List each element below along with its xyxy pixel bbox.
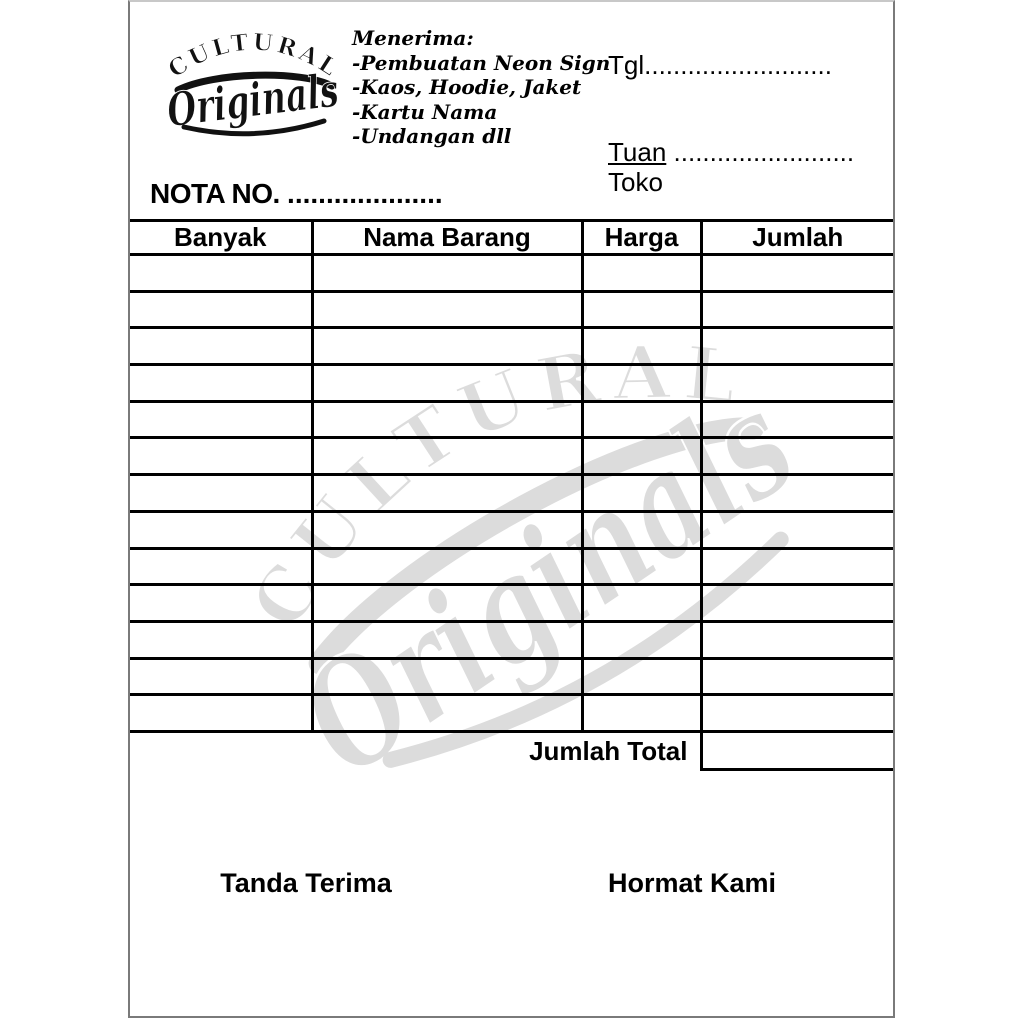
table-cell-empty	[701, 511, 893, 548]
table-cell-empty	[701, 695, 893, 732]
col-header-banyak: Banyak	[130, 221, 312, 255]
table-row	[130, 328, 893, 365]
table-cell-empty	[701, 585, 893, 622]
table-cell-empty	[582, 511, 701, 548]
table-header-row	[130, 221, 893, 255]
table-cell-empty	[582, 291, 701, 328]
table-cell-empty	[582, 475, 701, 512]
customer-field	[608, 137, 854, 197]
table-cell-empty	[312, 695, 582, 732]
signature-left: Tanda Terima	[220, 868, 392, 898]
table-cell-empty	[701, 438, 893, 475]
table-cell-empty	[312, 255, 582, 292]
table-cell-empty	[130, 255, 312, 292]
table-cell-empty	[701, 401, 893, 438]
table-cell-empty	[312, 621, 582, 658]
tuan-dotted-line: .........................	[673, 137, 855, 167]
table-cell-empty	[312, 548, 582, 585]
services-list	[352, 26, 610, 149]
table-cell-empty	[582, 621, 701, 658]
toko-label: Toko	[608, 167, 663, 197]
total-label: Jumlah Total	[529, 735, 688, 766]
table-row	[130, 438, 893, 475]
service-item: -Pembuatan Neon Sign	[352, 50, 611, 75]
table-cell-empty	[701, 255, 893, 292]
table-row	[130, 511, 893, 548]
table-cell-empty	[312, 438, 582, 475]
date-dotted-line: ..........................	[644, 50, 832, 80]
table-cell-empty	[582, 255, 701, 292]
table-cell-empty	[701, 291, 893, 328]
nota-number-dotted-line: ....................	[287, 178, 443, 209]
nota-number-label: NOTA NO.	[150, 178, 280, 209]
date-field	[608, 50, 832, 81]
service-item: -Kartu Nama	[352, 99, 498, 124]
col-header-jumlah: Jumlah	[701, 221, 893, 255]
table-cell-empty	[582, 695, 701, 732]
table-cell-empty	[701, 365, 893, 402]
table-cell-empty	[130, 585, 312, 622]
table-cell-empty	[130, 401, 312, 438]
table-cell-empty	[130, 438, 312, 475]
table-cell-empty	[701, 475, 893, 512]
items-table	[130, 219, 893, 771]
signature-right: Hormat Kami	[607, 868, 777, 898]
table-row	[130, 401, 893, 438]
table-cell-empty	[130, 511, 312, 548]
service-item: -Kaos, Hoodie, Jaket	[352, 75, 582, 99]
table-row	[130, 291, 893, 328]
table-cell-empty	[130, 328, 312, 365]
brand-logo	[154, 10, 354, 142]
table-cell-empty	[130, 291, 312, 328]
table-cell-empty	[130, 621, 312, 658]
table-cell-empty	[312, 365, 582, 402]
date-label: Tgl	[608, 50, 645, 80]
total-row	[130, 731, 893, 769]
service-item: -Undangan dll	[352, 124, 512, 148]
nota-sheet	[128, 0, 895, 1018]
table-cell-empty	[582, 365, 701, 402]
table-row	[130, 365, 893, 402]
table-row	[130, 621, 893, 658]
table-cell-empty	[701, 548, 893, 585]
table-cell-empty	[312, 475, 582, 512]
table-row	[130, 255, 893, 292]
table-cell-empty	[312, 328, 582, 365]
table-cell-empty	[312, 291, 582, 328]
table-row	[130, 658, 893, 695]
table-row	[130, 585, 893, 622]
table-row	[130, 548, 893, 585]
table-cell-empty	[582, 438, 701, 475]
table-cell-empty	[312, 401, 582, 438]
total-amount-cell	[701, 731, 893, 769]
table-cell-empty	[130, 365, 312, 402]
tuan-label: Tuan	[608, 137, 667, 167]
nota-number-field	[150, 178, 443, 210]
table-cell-empty	[130, 548, 312, 585]
table-cell-empty	[582, 548, 701, 585]
table-cell-empty	[312, 585, 582, 622]
table-cell-empty	[312, 658, 582, 695]
table-cell-empty	[701, 658, 893, 695]
table-cell-empty	[312, 511, 582, 548]
services-title: Menerima:	[352, 26, 474, 50]
table-cell-empty	[582, 328, 701, 365]
table-cell-empty	[701, 621, 893, 658]
table-row	[130, 475, 893, 512]
table-row	[130, 695, 893, 732]
table-cell-empty	[130, 475, 312, 512]
col-header-nama-barang: Nama Barang	[312, 221, 582, 255]
table-cell-empty	[582, 658, 701, 695]
table-cell-empty	[130, 658, 312, 695]
total-label-cell	[130, 731, 701, 769]
table-cell-empty	[582, 585, 701, 622]
col-header-harga: Harga	[582, 221, 701, 255]
table-cell-empty	[701, 328, 893, 365]
table-cell-empty	[582, 401, 701, 438]
table-cell-empty	[130, 695, 312, 732]
table-body	[130, 255, 893, 732]
